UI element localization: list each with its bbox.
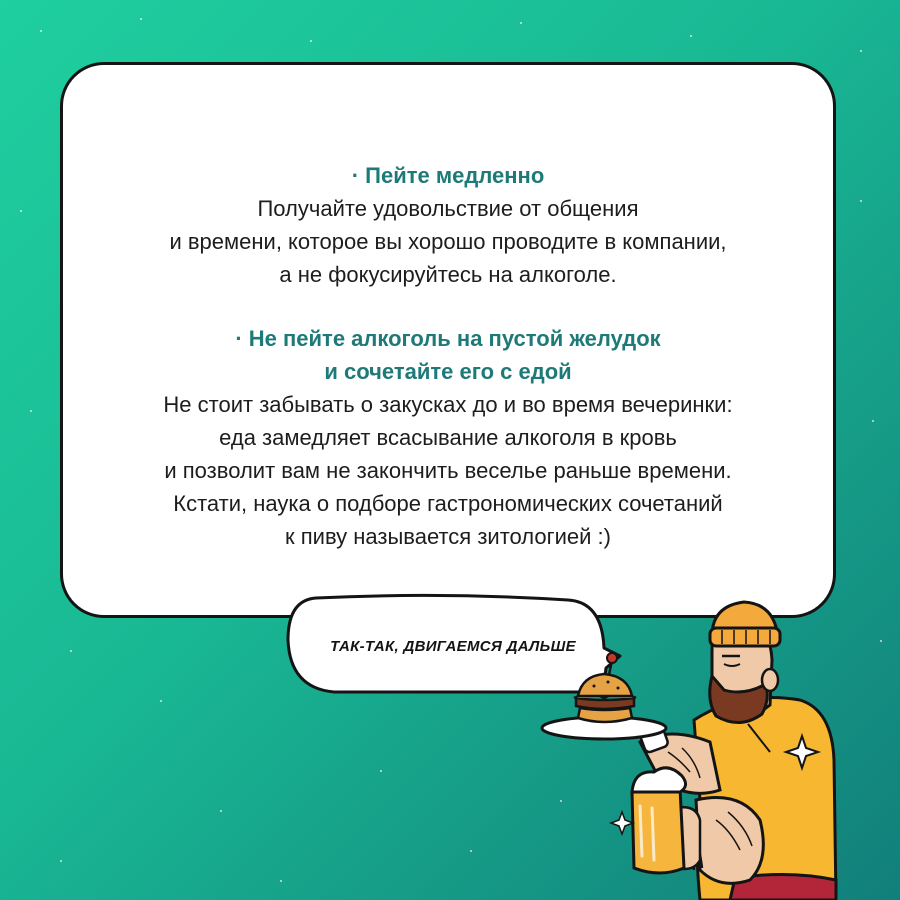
section1-line-2: и времени, которое вы хорошо проводите в компании, <box>169 229 727 254</box>
section2-heading-line-2: и сочетайте его с едой <box>324 359 572 384</box>
section2-line-2: еда замедляет всасывание алкоголя в кровь <box>219 425 677 450</box>
section2-line-3: и позволит вам не закончить веселье раньше времени. <box>164 458 732 483</box>
section2-line-5: к пиву называется зитологией :) <box>285 524 611 549</box>
beanie-hat <box>710 602 780 646</box>
speech-bubble-text: ТАК-ТАК, ДВИГАЕМСЯ ДАЛЬШЕ <box>330 638 576 655</box>
beer-mug-icon <box>632 768 686 873</box>
section2-line-1: Не стоит забывать о закусках до и во время вечеринки: <box>163 392 733 417</box>
section2-line-4: Кстати, наука о подборе гастрономических сочетаний <box>173 491 723 516</box>
section1-heading: · Пейте медленно <box>351 163 545 188</box>
character-arm-beer <box>676 798 763 884</box>
section1-line-3: а не фокусируйтесь на алкоголе. <box>279 262 617 287</box>
burger-icon <box>574 653 636 722</box>
section2-heading-line-1: · Не пейте алкоголь на пустой желудок <box>235 326 661 351</box>
section1-line-1: Получайте удовольствие от общения <box>257 196 639 221</box>
